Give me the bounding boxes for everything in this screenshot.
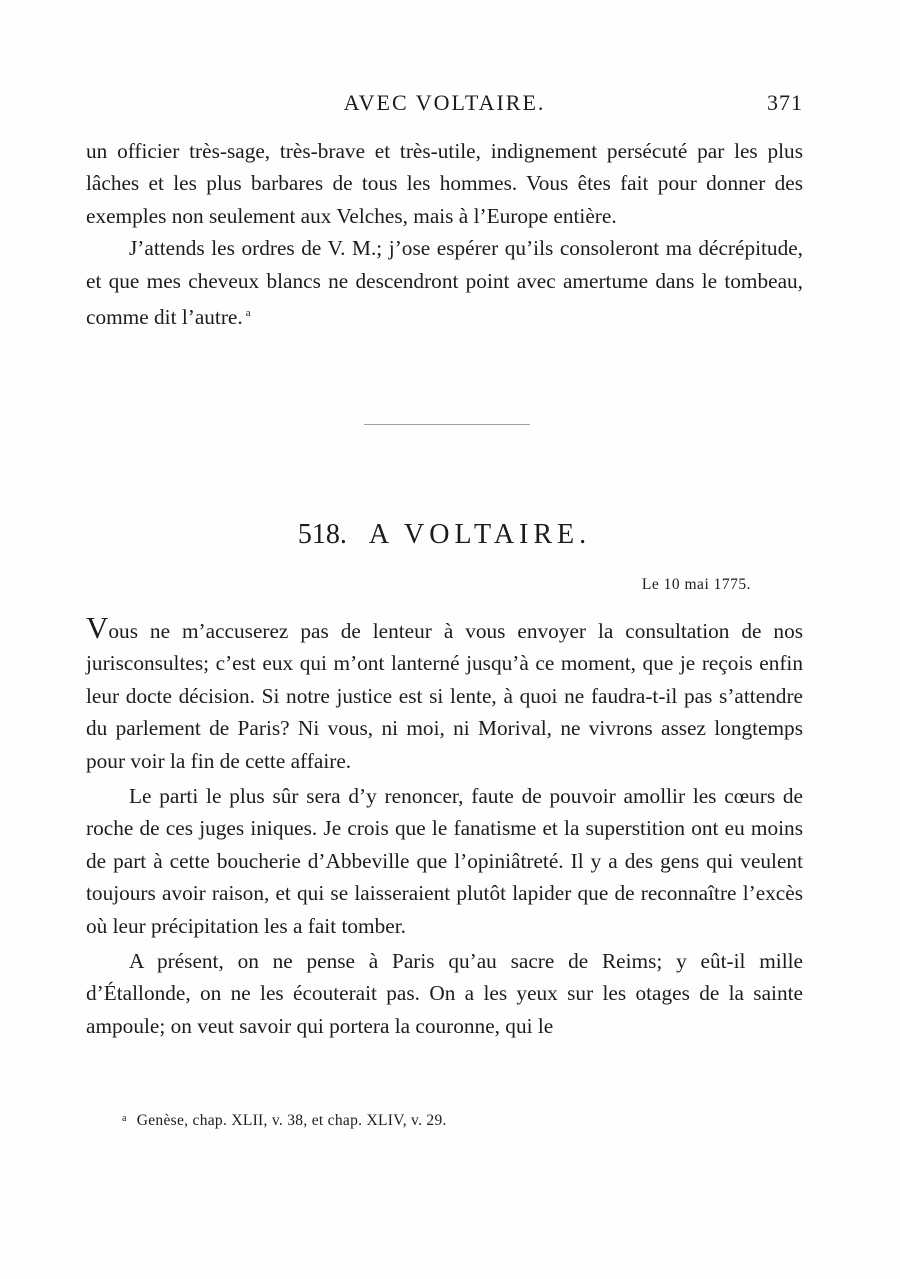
footnote-reference: a — [245, 307, 251, 320]
running-title: AVEC VOLTAIRE. — [343, 90, 546, 115]
dateline: Le 10 mai 1775. — [641, 576, 751, 593]
section-divider — [364, 424, 530, 425]
footnote-marker: a — [122, 1113, 127, 1124]
letter-number: 518. — [297, 519, 347, 550]
paragraph-text: ous ne m’accuserez pas de lenteur à vous envoyer la consultation de nos jurisconsultes; c’est eux qui m’ont lanterné jusqu’à ce moment, que je reçois enfin leur docte décision. Si notre justice est si lente, à quoi ne faudra-t-il pas s’attendre du parlement de Paris? Ni vous, ni moi, ni Morival, ne vivrons assez longtemps pour voir la fin de cette affaire. — [86, 619, 803, 773]
letter-heading — [86, 519, 803, 551]
footnote-text: Genèse, chap. XLII, v. 38, et chap. XLIV, v. 29. — [136, 1112, 447, 1129]
paragraph — [86, 610, 803, 777]
running-head — [86, 88, 803, 118]
letter-body — [86, 610, 803, 1042]
paragraph — [86, 232, 803, 333]
previous-letter-ending — [86, 135, 803, 333]
paragraph-text: J’attends les ordres de V. M.; j’ose espérer qu’ils consoleront ma décrépitude, et que mes cheveux blancs ne descendront point avec amertume dans le tombeau, comme dit l’autre. — [86, 236, 803, 330]
drop-cap: V — [86, 610, 109, 645]
footnote — [122, 1112, 447, 1130]
page-number: 371 — [767, 90, 803, 115]
letter-title: A VOLTAIRE. — [368, 519, 592, 550]
paragraph: un officier très-sage, très-brave et très-utile, indignement persécuté par les plus lâches et les plus barbares de tous les hommes. Vous êtes fait pour donner des exemples non seulement aux Velches, mais à l’Europe entière. — [86, 139, 803, 228]
paragraph: Le parti le plus sûr sera d’y renoncer, faute de pouvoir amollir les cœurs de roche de ces juges iniques. Je crois que le fanatisme et la superstition ont eu moins de part à cette boucherie d’Abbeville que l’opiniâtreté. Il y a des gens qui veulent toujours avoir raison, et qui se laisseraient plutôt lapider que de reconnaître l’excès où leur précipitation les a fait tomber. — [86, 784, 803, 938]
paragraph: A présent, on ne pense à Paris qu’au sacre de Reims; y eût-il mille d’Étallonde, on ne les écouterait pas. On a les yeux sur les otages de la sainte ampoule; on veut savoir qui portera la couronne, qui le — [86, 949, 803, 1038]
